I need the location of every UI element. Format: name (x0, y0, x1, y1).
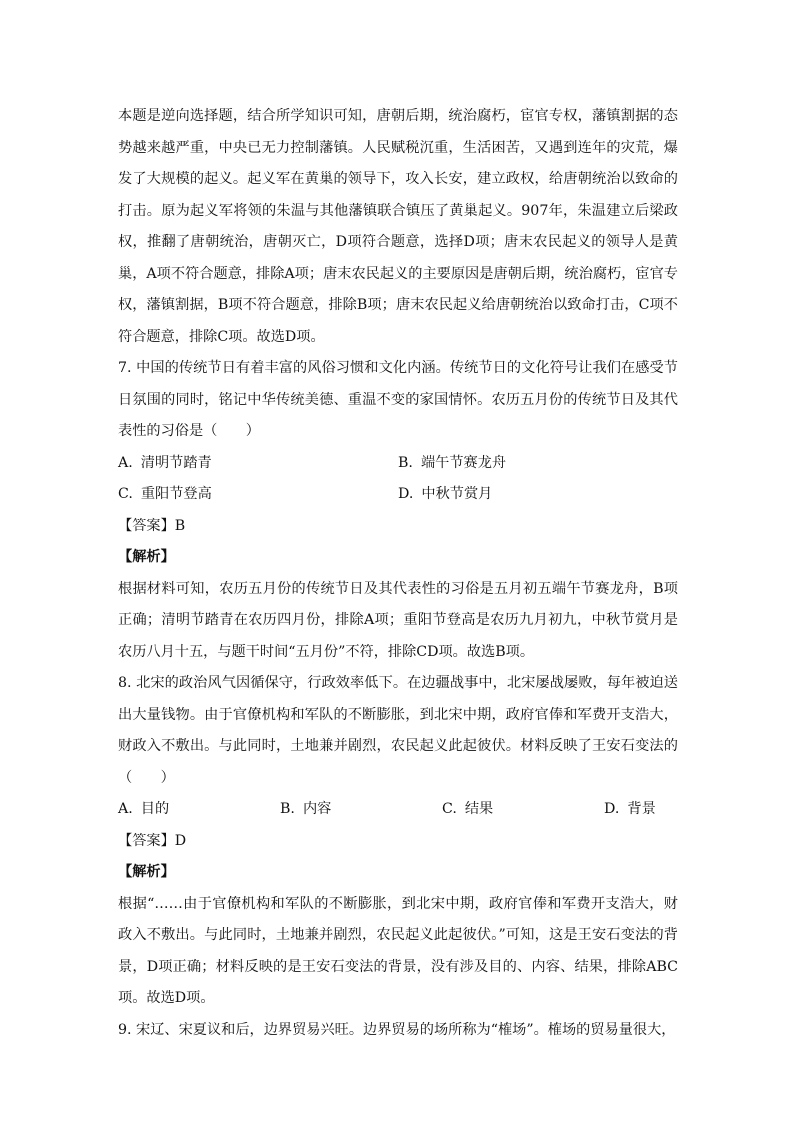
option-text: 结果 (464, 801, 494, 817)
q7-answer: 【答案】B (118, 517, 186, 534)
q9-stem: 9. 宋辽、宋夏议和后，边界贸易兴旺。边界贸易的场所称为“榷场”。榷场的贸易量很大， (118, 1021, 676, 1038)
q7-options (118, 448, 678, 511)
q7-analysis-heading: 【解析】 (118, 549, 175, 565)
q7-analysis-text: 根据材料可知，农历五月份的传统节日及其代表性的习俗是五月初五端午节赛龙舟，B项正确；清明节踏青在农历四月份，排除A项；重阳节登高是农历九月初九，中秋节赏月是农历八月十五，与题干时间“五月份”不符，排除CD项。故选B项。 (118, 580, 678, 660)
option-text: 清明节踏青 (140, 454, 212, 471)
q8-option-b (280, 794, 442, 826)
option-label: B. (398, 454, 413, 471)
q8-option-d (604, 794, 678, 826)
q8-option-c (442, 794, 604, 826)
q8-answer: 【答案】D (118, 832, 187, 849)
option-label: A. (118, 801, 133, 817)
q8-stem: 8. 北宋的政治风气因循保守，行政效率低下。在边疆战事中，北宋屡战屡败，每年被迫送出大量钱物。由于官僚机构和军队的不断膨胀，到北宋中期，政府官俸和军费开支浩大，财政入不敷出。与此同时，土地兼并剧烈，农民起义此起彼伏。材料反映了王安石变法的（ ） (118, 675, 678, 786)
option-label: C. (442, 801, 457, 817)
q7-option-d (398, 479, 678, 511)
q8-analysis-text: 根据“……由于官僚机构和军队的不断膨胀，到北宋中期，政府官俸和军费开支浩大，财政入不敷出。与此同时，土地兼并剧烈，农民起义此起彼伏。”可知，这是王安石变法的背景，D项正确；材料反映的是王安石变法的背景，没有涉及目的、内容、结果，排除ABC项。故选D项。 (118, 895, 678, 1006)
q8-options (118, 794, 678, 826)
q8-option-a (118, 794, 280, 826)
option-label: D. (604, 801, 620, 817)
q7-option-a (118, 448, 398, 480)
q8-analysis-heading: 【解析】 (118, 864, 175, 880)
option-label: C. (118, 486, 133, 502)
option-text: 背景 (627, 801, 656, 817)
q7-option-b (398, 448, 678, 480)
q7-option-c (118, 479, 398, 511)
option-text: 端午节赛龙舟 (420, 454, 507, 471)
q7-stem: 7. 中国的传统节日有着丰富的风俗习惯和文化内涵。传统节日的文化符号让我们在感受节日氛围的同时，铭记中华传统美德、重温不变的家国情怀。农历五月份的传统节日及其代表性的习俗是（ ） (118, 360, 678, 439)
document-page (118, 101, 678, 1046)
option-label: D. (398, 486, 414, 502)
option-text: 目的 (140, 801, 170, 817)
option-text: 重阳节登高 (140, 486, 212, 502)
option-text: 中秋节赏月 (421, 486, 493, 502)
option-label: A. (118, 454, 133, 471)
option-text: 内容 (302, 801, 332, 817)
option-label: B. (280, 801, 295, 817)
q6-analysis-text: 本题是逆向选择题，结合所学知识可知，唐朝后期，统治腐朽，宦官专权，藩镇割据的态势越来越严重，中央已无力控制藩镇。人民赋税沉重，生活困苦，又遇到连年的灾荒，爆发了大规模的起义。起义军在黄巢的领导下，攻入长安，建立政权，给唐朝统治以致命的打击。原为起义军将领的朱温与其他藩镇联合镇压了黄巢起义。907年，朱温建立后梁政权，推翻了唐朝统治，唐朝灭亡，D项符合题意，选择D项；唐末农民起义的领导人是黄巢，A项不符合题意，排除A项；唐末农民起义的主要原因是唐朝后期，统治腐朽，宦官专权，藩镇割据，B项不符合题意，排除B项；唐末农民起义给唐朝统治以致命打击，C项不符合题意，排除C项。故选D项。 (118, 108, 678, 345)
